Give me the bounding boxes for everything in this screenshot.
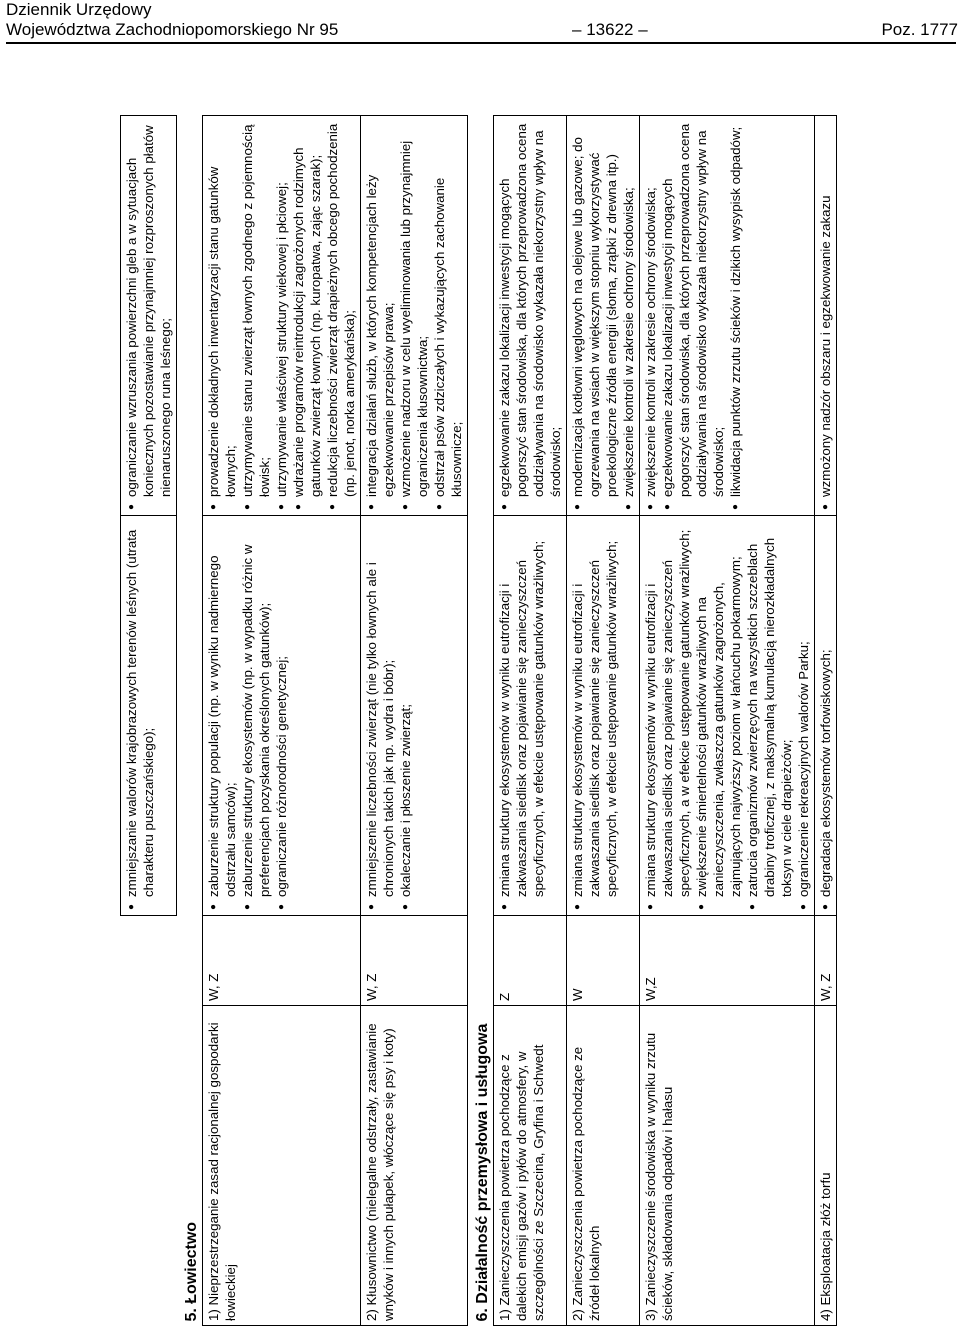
bullet-item: ● likwidacja punktów zrzutu ścieków i dzikich wysypisk odpadów; bbox=[727, 120, 744, 497]
bullet-item: ● utrzymywanie stanu zwierząt łownych zgodnego z pojemnością łowisk; bbox=[239, 120, 273, 497]
bullet-item: ● odstrzał psów zdziczałych i wykazujących zachowanie kłusownicze; bbox=[431, 120, 465, 497]
measures-list bbox=[817, 120, 834, 511]
measures-cell bbox=[640, 116, 815, 516]
section-row bbox=[177, 116, 203, 1326]
measures-list bbox=[123, 120, 174, 511]
threats-list bbox=[205, 520, 290, 911]
measures-cell bbox=[494, 116, 567, 516]
measures-cell bbox=[567, 116, 640, 516]
code-cell: W, Z bbox=[203, 916, 361, 1006]
rotated-table-container bbox=[120, 116, 940, 1326]
measures-cell bbox=[121, 116, 177, 516]
threats-cell bbox=[567, 516, 640, 916]
bullet-item: ● zmiana struktury ekosystemów w wyniku eutrofizacji i zakwaszania siedlisk oraz pojawianie się zanieczyszczeń specyficznych, w efekcie ustępowanie gatunków wrażliwych; bbox=[569, 520, 620, 897]
source-cell: 4) Eksploatacja złóż torfu bbox=[815, 1006, 837, 1326]
source-cell: 2) Kłusownictwo (nielegalne odstrzały, zastawianie wnyków i innych pułapek, włóczące się psy i koty) bbox=[361, 1006, 468, 1326]
bullet-item: ● degradacja ekosystemów torfowiskowych; bbox=[817, 520, 834, 897]
threats-list bbox=[642, 520, 812, 911]
bullet-item: ● egzekwowanie zakazu lokalizacji inwestycji mogących pogorszyć stan środowiska, dla których przeprowadzona ocena oddziaływania na środowisko wykazała niekorzystny wpływ na środowisko; bbox=[659, 120, 727, 497]
bullet-item: ● zaburzenie struktury populacji (np. w wyniku nadmiernego odstrzału samców); bbox=[205, 520, 239, 897]
table-row bbox=[203, 116, 361, 1326]
measures-list bbox=[642, 120, 744, 511]
bullet-item: ● ograniczanie różnorodności genetycznej; bbox=[273, 520, 290, 897]
threats-list bbox=[496, 520, 547, 911]
code-cell: W bbox=[567, 916, 640, 1006]
bullet-item: ● wdrażanie programów reintrodukcji zagrożonych rodzimych gatunków zwierząt łownych (np. kuropatwa, zając szarak); bbox=[290, 120, 324, 497]
code-cell: W, Z bbox=[361, 916, 468, 1006]
code-cell: W,Z bbox=[640, 916, 815, 1006]
bullet-item: ● zaburzenie struktury ekosystemów (np. w wypadku różnic w preferencjach pozyskania określonych gatunków); bbox=[239, 520, 273, 897]
measures-list bbox=[205, 120, 358, 511]
threats-cell bbox=[640, 516, 815, 916]
page-header bbox=[6, 0, 958, 42]
threats-cell bbox=[815, 516, 837, 916]
threats-list bbox=[363, 520, 414, 911]
bullet-item: ● wzmożony nadzór obszaru i egzekwowanie zakazu bbox=[817, 120, 834, 497]
bullet-item: ● zmiana struktury ekosystemów w wyniku eutrofizacji i zakwaszania siedlisk oraz pojawianie się zanieczyszczeń specyficznych, a w efekcie ustępowanie gatunków wrażliwych; bbox=[642, 520, 693, 897]
journal-issue: Województwa Zachodniopomorskiego Nr 95 bbox=[6, 20, 339, 39]
bullet-item: ● zwiększenie kontroli w zakresie ochrony środowiska; bbox=[620, 120, 637, 497]
bullet-item: ● prowadzenie dokładnych inwentaryzacji stanu gatunków łownych; bbox=[205, 120, 239, 497]
threats-list bbox=[817, 520, 834, 911]
bullet-item: ● wzmożenie nadzoru w celu wyeliminowania lub przynajmniej ograniczenia kłusownictwa; bbox=[397, 120, 431, 497]
threats-cell bbox=[203, 516, 361, 916]
threats-cell bbox=[494, 516, 567, 916]
bullet-item: ● ograniczenie rekreacyjnych walorów Parku; bbox=[795, 520, 812, 897]
table-row bbox=[121, 116, 177, 1326]
measures-list bbox=[363, 120, 465, 511]
header-rule bbox=[6, 42, 956, 44]
journal-title: Dziennik Urzędowy bbox=[6, 0, 152, 19]
measures-list bbox=[496, 120, 564, 511]
section-title: 5. Łowiectwo bbox=[183, 1221, 200, 1322]
source-cell: 2) Zanieczyszczenia powietrza pochodzące ze źródeł lokalnych bbox=[567, 1006, 640, 1326]
bullet-item: ● ograniczanie wzruszania powierzchni gleb a w sytuacjach koniecznych pozostawianie przynajmniej rozproszonych płatów nienaruszonego runa leśnego; bbox=[123, 120, 174, 497]
source-cell: 1) Zanieczyszczenia powietrza pochodzące z dalekich emisji gazów i pyłów do atmosfery, w szczególności ze Szczecina, Gryfina i Schwedt bbox=[494, 1006, 567, 1326]
bullet-item: ● zatrucia organizmów zwierzęcych na wszystkich szczeblach drabiny troficznej, z maksymalną kumulacją nierozkładalnych toksyn w ciele drapieżców; bbox=[744, 520, 795, 897]
bullet-item: ● egzekwowanie zakazu lokalizacji inwestycji mogących pogorszyć stan środowiska, dla których przeprowadzona ocena oddziaływania na środowisko wykazała niekorzystny wpływ na środowisko; bbox=[496, 120, 564, 497]
measures-cell bbox=[361, 116, 468, 516]
code-cell: W, Z bbox=[815, 916, 837, 1006]
table-row bbox=[640, 116, 815, 1326]
measures-cell bbox=[815, 116, 837, 516]
bullet-item: ● zmniejszanie walorów krajobrazowych terenów leśnych (utrata charakteru puszczańskiego); bbox=[123, 520, 157, 897]
threats-table bbox=[120, 115, 837, 1326]
threats-cell bbox=[121, 516, 177, 916]
bullet-item: ● okaleczanie i płoszenie zwierząt; bbox=[397, 520, 414, 897]
table-row bbox=[567, 116, 640, 1326]
bullet-item: ● modernizacja kotłowni węglowych na olejowe lub gazowe; do ogrzewania na wsiach w większym stopniu wykorzystywać proekologiczne źródła energii (słoma, zrąbki z drewna itp.) bbox=[569, 120, 620, 497]
source-cell bbox=[121, 1006, 177, 1326]
bullet-item: ● utrzymywanie właściwej struktury wiekowej i płciowej; bbox=[273, 120, 290, 497]
source-cell: 1) Nieprzestrzeganie zasad racjonalnej gospodarki łowieckiej bbox=[203, 1006, 361, 1326]
bullet-item: ● zwiększenie kontroli w zakresie ochrony środowiska; bbox=[642, 120, 659, 497]
bullet-item: ● redukcja liczebności zwierząt drapieżnych obcego pochodzenia (np. jenot, norka amerykańska); bbox=[324, 120, 358, 497]
bullet-item: ● zwiększenie śmiertelności gatunków wrażliwych na zanieczyszczenia, zwłaszcza gatunków zagrożonych, zajmujących najwyższy poziom w łańcuchu pokarmowym; bbox=[693, 520, 744, 897]
measures-list bbox=[569, 120, 637, 511]
measures-cell bbox=[203, 116, 361, 516]
threats-list bbox=[569, 520, 620, 911]
page-number: – 13622 – bbox=[572, 20, 648, 39]
bullet-item: ● zmniejszenie liczebności zwierząt (nie tylko łownych ale i chronionych takich jak np. wydra i bóbr); bbox=[363, 520, 397, 897]
table-row bbox=[361, 116, 468, 1326]
code-cell bbox=[121, 916, 177, 1006]
section-title: 6. Działalność przemysłowa i usługowa bbox=[474, 1023, 491, 1322]
position-number: Poz. 1777 bbox=[881, 20, 958, 39]
bullet-item: ● integracja działań służb, w których kompetencjach leży egzekwowanie przepisów prawa; bbox=[363, 120, 397, 497]
table-row bbox=[494, 116, 567, 1326]
table-row bbox=[815, 116, 837, 1326]
source-cell: 3) Zanieczyszczenie środowiska w wyniku zrzutu ścieków, składowania odpadów i hałasu bbox=[640, 1006, 815, 1326]
bullet-item: ● zmiana struktury ekosystemów w wyniku eutrofizacji i zakwaszania siedlisk oraz pojawianie się zanieczyszczeń specyficznych, w efekcie ustępowanie gatunków wrażliwych; bbox=[496, 520, 547, 897]
threats-list bbox=[123, 520, 157, 911]
section-row bbox=[468, 116, 494, 1326]
code-cell: Z bbox=[494, 916, 567, 1006]
threats-cell bbox=[361, 516, 468, 916]
